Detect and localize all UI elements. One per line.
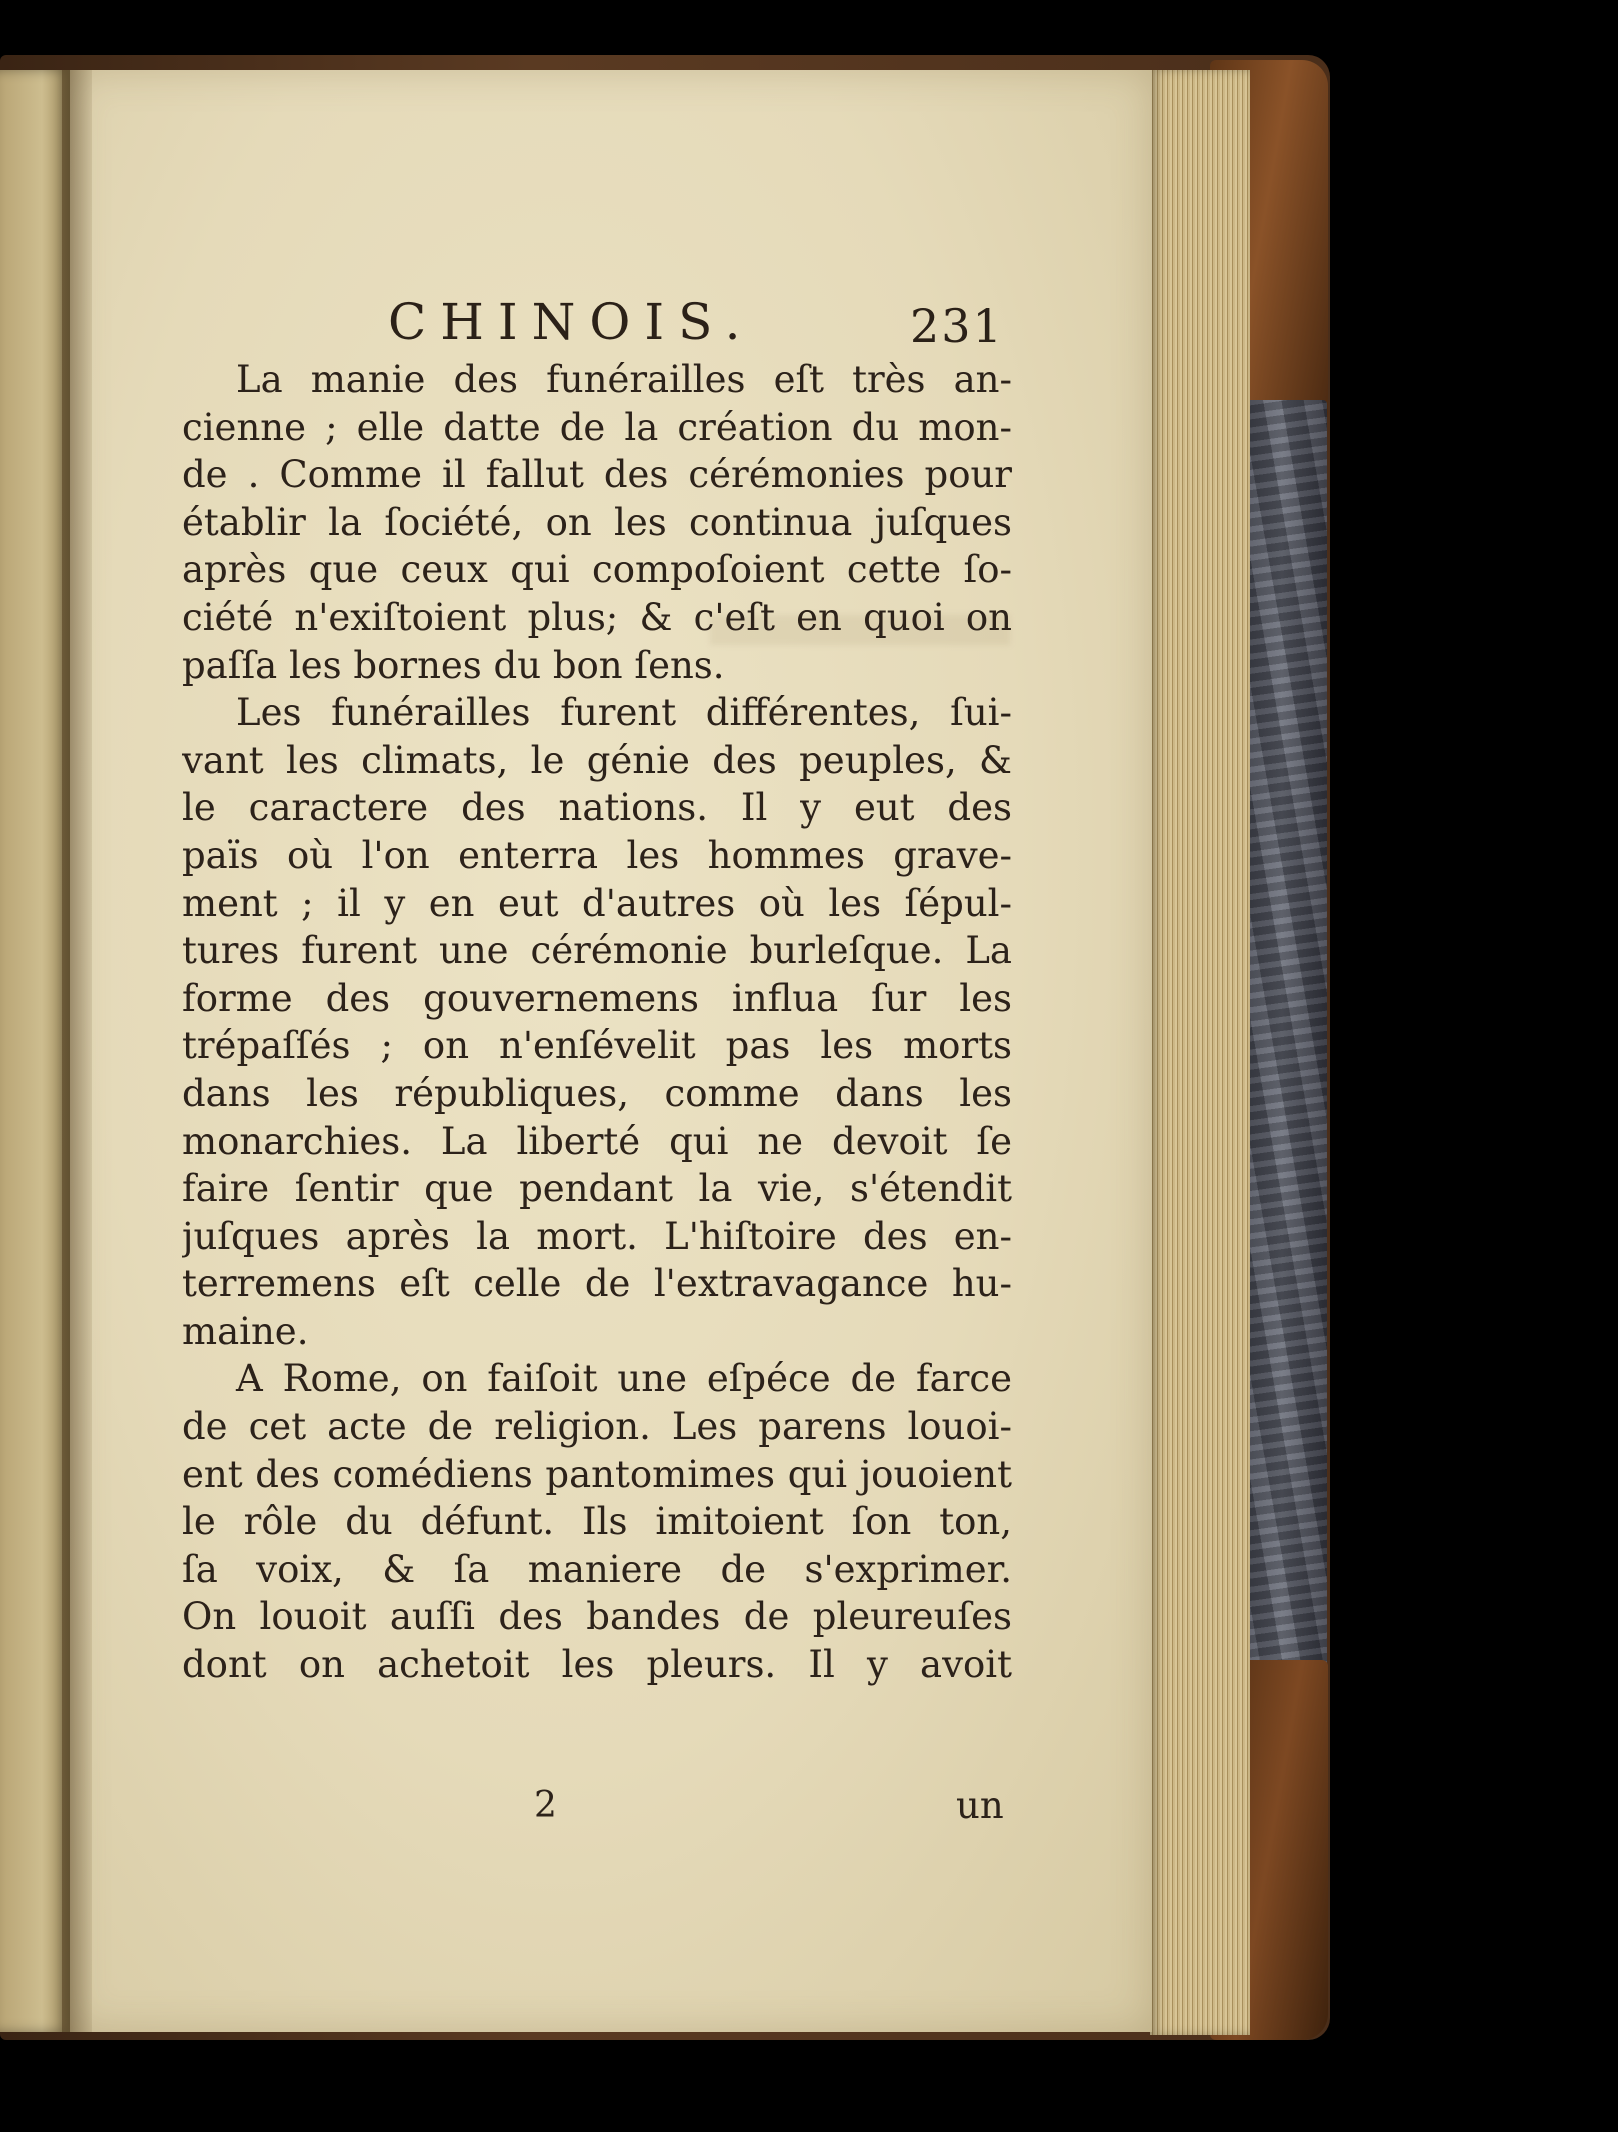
text-line: monarchies. La liberté qui ne devoit ſe [182, 1119, 1012, 1163]
text-line: A Rome, on faiſoit une eſpéce de farce [236, 1357, 1012, 1401]
running-head-title: CHINOIS. [388, 293, 755, 351]
text-line: de cet acte de religion. Les parens louoi- [182, 1405, 1012, 1449]
paragraph-1 [182, 356, 1012, 689]
page-number: 231 [910, 299, 1004, 353]
text-line: de . Comme il fallut des cérémonies pour [182, 453, 1012, 497]
fore-edge-page-stack [1150, 70, 1250, 2035]
text-line: païs où l'on enterra les hommes grave- [182, 833, 1012, 877]
text-line: après que ceux qui compoſoient cette ſo- [182, 548, 1012, 592]
text-line: ciété n'exiſtoient plus; & c'eſt en quoi on [182, 595, 1012, 639]
text-line: vant les climats, le génie des peuples, & [182, 738, 1012, 782]
text-line: ent des comédiens pantomimes qui jouoient [182, 1452, 1012, 1496]
paragraph-3 [182, 1355, 1012, 1688]
text-line: paſſa les bornes du bon ſens. [182, 643, 725, 687]
text-line: On louoit auſſi des bandes de pleureuſes [182, 1595, 1012, 1639]
verso-page-edge [0, 70, 70, 2032]
text-line: juſques après la mort. L'hiſtoire des en- [182, 1214, 1012, 1258]
text-line: établir la ſociété, on les continua juſques [182, 500, 1012, 544]
signature-mark: 2 [534, 1785, 557, 1826]
catchword: un [956, 1784, 1004, 1827]
text-line: cienne ; elle datte de la création du mon- [182, 405, 1012, 449]
page-footer [70, 1778, 1152, 1834]
text-line: ment ; il y en eut d'autres où les ſépul- [182, 881, 1012, 925]
text-line: le rôle du défunt. Ils imitoient ſon ton, [182, 1500, 1012, 1544]
text-line: le caractere des nations. Il y eut des [182, 786, 1012, 830]
text-line: dans les républiques, comme dans les [182, 1071, 1012, 1115]
text-line: trépaſſés ; on n'enſévelit pas les morts [182, 1024, 1012, 1068]
text-line: tures furent une cérémonie burleſque. La [182, 929, 1012, 973]
text-line: terremens eſt celle de l'extravagance hu- [182, 1262, 1012, 1306]
text-line: Les funérailles furent différentes, ſui- [236, 691, 1012, 735]
body-text [182, 356, 1012, 1689]
running-head [70, 292, 1152, 352]
text-line: dont on achetoit les pleurs. Il y avoit [182, 1643, 1012, 1687]
book-page [70, 70, 1152, 2032]
text-line: La manie des funérailles eſt très an- [236, 358, 1012, 401]
paragraph-2 [182, 689, 1012, 1355]
marbled-cover-board [1245, 400, 1327, 1680]
text-line: faire ſentir que pendant la vie, s'étendit [182, 1167, 1012, 1211]
text-line: forme des gouvernemens influa ſur les [182, 976, 1012, 1020]
text-line: maine. [182, 1309, 309, 1353]
text-line: ſa voix, & ſa maniere de s'exprimer. [182, 1547, 1012, 1591]
spine-gutter-shadow [62, 70, 92, 2032]
